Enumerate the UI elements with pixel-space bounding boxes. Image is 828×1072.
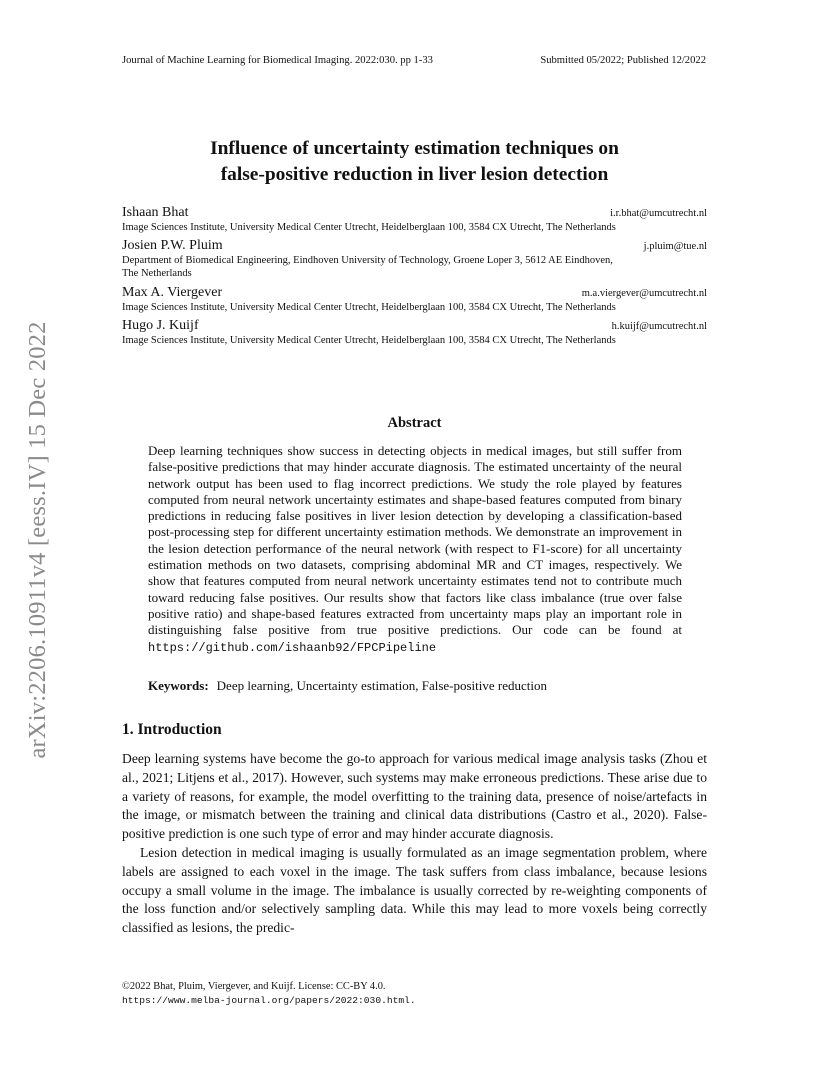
keywords-label: Keywords:: [148, 678, 209, 693]
paragraph: Deep learning systems have become the go-to approach for various medical image analysis tasks (Zhou et al., 2021; Litjens et al., 2017). However, such systems may make erroneous predictions. These arise due to a variety of reasons, for example, the model overfitting to the training data, presence of noise/artefacts in the image, or mismatch between the training and clinical data distributions (Castro et al., 2020). False-positive prediction is one such type of error and may hinder accurate diagnosis.: [122, 751, 707, 842]
author-affiliation: Department of Biomedical Engineering, Eindhoven University of Technology, Groene Loper 3, 5612 AE Eindhoven,: [122, 255, 613, 266]
author-name: Josien P.W. Pluim: [122, 238, 223, 253]
author-email[interactable]: j.pluim@tue.nl: [643, 241, 707, 252]
license-text: ©2022 Bhat, Pluim, Viergever, and Kuijf. License: CC-BY 4.0.: [122, 981, 386, 992]
abstract-body: Deep learning techniques show success in detecting objects in medical images, but still suffer from false-positive predictions that may hinder accurate diagnosis. The estimated uncertainty of the neural network output has been used to flag incorrect predictions. We study the role played by features computed from neural network uncertainty estimates and shape-based features computed from binary predictions in reducing false positives in liver lesion detection by developing a classification-based post-processing step for different uncertainty estimation methods. We demonstrate an improvement in the lesion detection performance of the neural network (with respect to F1-score) for all uncertainty estimation methods on two datasets, comprising abdominal MR and CT images, respectively. We show that features computed from neural network uncertainty estimates tend not to contribute much toward reducing false positives. Our results show that factors like class imbalance (true over false positive ratio) and shape-based features extracted from uncertainty maps play an important role in distinguishing false positive from true positive predictions. Our code can be found at: [148, 443, 682, 638]
author-name: Ishaan Bhat: [122, 205, 189, 220]
author-name: Max A. Viergever: [122, 285, 223, 300]
author-block: [122, 318, 707, 347]
author-email[interactable]: m.a.viergever@umcutrecht.nl: [581, 288, 707, 299]
arxiv-stamp-text: arXiv:2206.10911v4 [eess.IV] 15 Dec 2022: [24, 321, 51, 759]
title-line-1: Influence of uncertainty estimation techniques on: [210, 138, 619, 159]
author-email[interactable]: h.kuijf@umcutrecht.nl: [611, 321, 707, 332]
paper-title: [122, 136, 707, 188]
abstract-heading: Abstract: [387, 415, 442, 431]
author-affiliation: Image Sciences Institute, University Medical Center Utrecht, Heidelberglaan 100, 3584 CX Utrecht, The Netherlands: [122, 222, 616, 233]
author-block: [122, 238, 707, 280]
title-line-2: false-positive reduction in liver lesion detection: [220, 164, 609, 185]
keywords-text: Deep learning, Uncertainty estimation, False-positive reduction: [216, 678, 547, 693]
footnote: [122, 980, 416, 1008]
author-affiliation: Image Sciences Institute, University Medical Center Utrecht, Heidelberglaan 100, 3584 CX Utrecht, The Netherlands: [122, 335, 616, 346]
arxiv-stamp: [20, 300, 56, 780]
author-block: [122, 285, 707, 314]
journal-header: Journal of Machine Learning for Biomedical Imaging. 2022:030. pp 1-33: [122, 55, 433, 66]
author-name: Hugo J. Kuijf: [122, 318, 199, 333]
author-block: [122, 205, 707, 234]
abstract-text: [148, 443, 682, 656]
section-body: [122, 750, 707, 938]
author-email[interactable]: i.r.bhat@umcutrecht.nl: [610, 208, 707, 219]
section-heading: 1. Introduction: [122, 721, 222, 738]
author-affiliation: Image Sciences Institute, University Medical Center Utrecht, Heidelberglaan 100, 3584 CX Utrecht, The Netherlands: [122, 302, 616, 313]
keywords: [148, 678, 682, 694]
paper-url[interactable]: https://www.melba-journal.org/papers/2022:030.html.: [122, 995, 416, 1006]
paragraph: Lesion detection in medical imaging is usually formulated as an image segmentation problem, where labels are assigned to each voxel in the image. The task suffers from class imbalance, because lesions occupy a small volume in the image. The imbalance is usually corrected by re-weighting components of the loss function and/or selectively sampling data. While this may lead to more voxels being correctly classified as lesions, the predic-: [122, 844, 707, 936]
submission-dates: Submitted 05/2022; Published 12/2022: [540, 55, 706, 66]
author-affiliation-cont: The Netherlands: [122, 268, 192, 279]
code-link[interactable]: https://github.com/ishaanb92/FPCPipeline: [148, 640, 437, 655]
